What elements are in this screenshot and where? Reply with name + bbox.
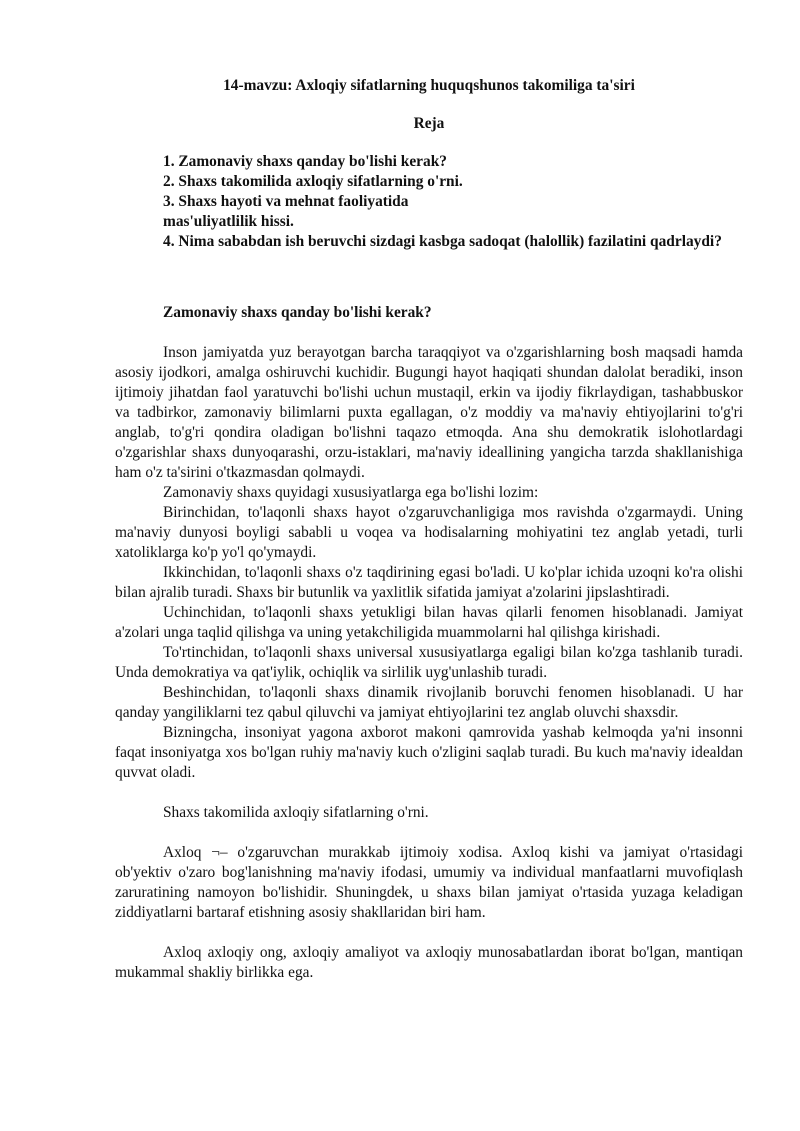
paragraph: To'rtinchidan, to'laqonli shaxs universal xususiyatlarga egaligi bilan ko'zga tashlanib turadi. Unda demokratiya va qat'iylik, ochiqlik va sirlilik uyg'unlashib turadi. xyxy=(115,644,743,681)
paragraph: Ikkinchidan, to'laqonli shaxs o'z taqdirining egasi bo'ladi. U ko'plar ichida uzoqni ko'ra olishi bilan ajralib turadi. Shaxs bir butunlik va yaxlitlik sifatida jamiyat a'zolarini jipslashtiradi. xyxy=(115,564,743,601)
plan-item: 1. Zamonaviy shaxs qanday bo'lishi kerak? xyxy=(163,153,447,170)
section-heading: Zamonaviy shaxs qanday bo'lishi kerak? xyxy=(163,304,432,321)
paragraph: Uchinchidan, to'laqonli shaxs yetukligi bilan havas qilarli fenomen hisoblanadi. Jamiyat a'zolari unga taqlid qilishga va uning yetakchiligida muammolarni hal qilishga kirishadi. xyxy=(115,604,743,641)
paragraph: Axloq ¬– o'zgaruvchan murakkab ijtimoiy xodisa. Axloq kishi va jamiyat o'rtasidagi ob'yektiv o'zaro bog'lanishning ma'naviy ifodasi, umumiy va individual manfaatlarni muvofiqlash zaruratining namoyon bo'lishidir. Shuningdek, u shaxs bilan jamiyat o'rtasida yuzaga keladigan ziddiyatlarni bartaraf etishning asosiy shakllaridan biri ham. xyxy=(115,844,743,921)
plan-item: mas'uliyatlilik hissi. xyxy=(163,213,294,230)
spacer xyxy=(115,823,743,843)
plan-item: 4. Nima sababdan ish beruvchi sizdagi kasbga sadoqat (halollik) fazilatini qadrlaydi? xyxy=(163,233,722,250)
paragraph: Inson jamiyatda yuz berayotgan barcha taraqqiyot va o'zgarishlarning bosh maqsadi hamda asosiy ijodkori, amalga oshiruvchi kuchidir. Bugungi hayot haqiqati shundan dalolat beradiki, inson ijtimoiy jihatdan faol yaratuvchi bo'lishi uchun mustaqil, erkin va ijodiy fikrlaydigan, tashabbuskor va tadbirkor, zamonaviy bilimlarni puxta egallagan, o'z moddiy va ma'naviy ehtiyojlarini to'g'ri anglab, to'g'ri qondira oladigan bo'lishni taqazo etmoqda. Ana shu demokratik islohotlardagi o'zgarishlar shaxs dunyoqarashi, orzu-istaklari, ma'naviy ideallining yangicha tarzda shakllanishiga ham o'z ta'sirini o'tkazmasdan qolmaydi. xyxy=(115,344,743,481)
paragraph: Birinchidan, to'laqonli shaxs hayot o'zgaruvchanligiga mos ravishda o'zgarmaydi. Uning ma'naviy dunyosi boyligi sababli u voqea va hodisalarning mohiyatini tez anglab yetadi, turli xatoliklarga ko'p yo'l qo'ymaydi. xyxy=(115,504,743,561)
spacer xyxy=(115,323,743,343)
spacer xyxy=(115,783,743,803)
plan-heading: Reja xyxy=(413,115,445,132)
paragraph: Bizningcha, insoniyat yagona axborot makoni qamrovida yashab kelmoqda ya'ni insonni faqat insoniyatga xos bo'lgan ruhiy ma'naviy kuch o'zligini saqlab turadi. Bu kuch ma'naviy idealdan quvvat oladi. xyxy=(115,724,743,781)
plan-item: 2. Shaxs takomilida axloqiy sifatlarning o'rni. xyxy=(163,173,463,190)
paragraph: Beshinchidan, to'laqonli shaxs dinamik rivojlanib boruvchi fenomen hisoblanadi. U har qanday yangiliklarni tez qabul qiluvchi va jamiyat ehtiyojlarini tez anglab oluvchi shaxsdir. xyxy=(115,684,743,721)
document-title: 14-mavzu: Axloqiy sifatlarning huquqshunos takomiliga ta'siri xyxy=(223,77,635,94)
plan-item: 3. Shaxs hayoti va mehnat faoliyatida xyxy=(163,193,409,210)
section-heading: Shaxs takomilida axloqiy sifatlarning o'rni. xyxy=(163,804,429,821)
spacer xyxy=(115,923,743,943)
paragraph: Zamonaviy shaxs quyidagi xususiyatlarga ega bo'lishi lozim: xyxy=(163,484,539,501)
paragraph: Axloq axloqiy ong, axloqiy amaliyot va axloqiy munosabatlardan iborat bo'lgan, mantiqan mukammal shakliy birlikka ega. xyxy=(115,944,743,981)
plan-list xyxy=(163,152,743,252)
